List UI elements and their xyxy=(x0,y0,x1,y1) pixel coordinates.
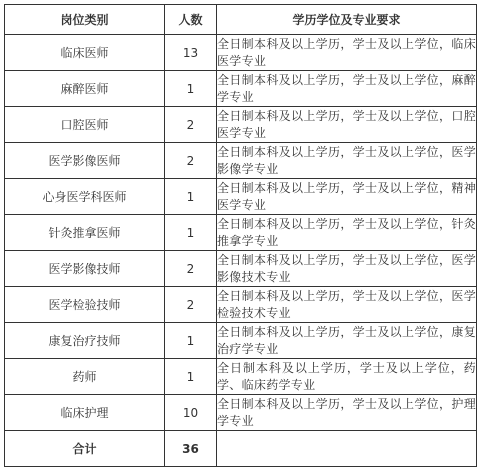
count-cell: 2 xyxy=(165,107,217,143)
requirement-cell: 全日制本科及以上学历，学士及以上学位，医学影像学专业 xyxy=(217,143,477,179)
table-row xyxy=(5,287,477,323)
post-cell: 医学影像技师 xyxy=(5,251,165,287)
post-cell: 临床医师 xyxy=(5,35,165,71)
post-cell: 药师 xyxy=(5,359,165,395)
requirement-cell: 全日制本科及以上学历，学士及以上学位，精神医学专业 xyxy=(217,179,477,215)
count-cell: 1 xyxy=(165,359,217,395)
post-cell: 康复治疗技师 xyxy=(5,323,165,359)
count-cell: 2 xyxy=(165,143,217,179)
total-empty-cell xyxy=(217,431,477,467)
post-cell: 口腔医师 xyxy=(5,107,165,143)
header-requirement: 学历学位及专业要求 xyxy=(217,5,477,35)
table-row xyxy=(5,143,477,179)
count-cell: 10 xyxy=(165,395,217,431)
count-cell: 1 xyxy=(165,215,217,251)
requirement-cell: 全日制本科及以上学历，学士及以上学位，针灸推拿学专业 xyxy=(217,215,477,251)
count-cell: 2 xyxy=(165,287,217,323)
requirement-cell: 全日制本科及以上学历，学士及以上学位，护理学专业 xyxy=(217,395,477,431)
table-row xyxy=(5,71,477,107)
table-header xyxy=(5,5,477,35)
post-cell: 心身医学科医师 xyxy=(5,179,165,215)
table-row xyxy=(5,179,477,215)
post-cell: 麻醉医师 xyxy=(5,71,165,107)
post-cell: 针灸推拿医师 xyxy=(5,215,165,251)
post-cell: 医学检验技师 xyxy=(5,287,165,323)
recruitment-table xyxy=(4,4,477,467)
total-label: 合计 xyxy=(5,431,165,467)
table-row xyxy=(5,107,477,143)
count-cell: 2 xyxy=(165,251,217,287)
requirement-cell: 全日制本科及以上学历，学士及以上学位，药学、临床药学专业 xyxy=(217,359,477,395)
header-headcount: 人数 xyxy=(165,5,217,35)
table-row xyxy=(5,35,477,71)
requirement-cell: 全日制本科及以上学历，学士及以上学位，康复治疗学专业 xyxy=(217,323,477,359)
count-cell: 13 xyxy=(165,35,217,71)
count-cell: 1 xyxy=(165,323,217,359)
table-row xyxy=(5,251,477,287)
header-row xyxy=(5,5,477,35)
requirement-cell: 全日制本科及以上学历，学士及以上学位，医学影像技术专业 xyxy=(217,251,477,287)
header-post-category: 岗位类别 xyxy=(5,5,165,35)
post-cell: 临床护理 xyxy=(5,395,165,431)
requirement-cell: 全日制本科及以上学历，学士及以上学位，医学检验技术专业 xyxy=(217,287,477,323)
total-row xyxy=(5,431,477,467)
table-row xyxy=(5,395,477,431)
requirement-cell: 全日制本科及以上学历，学士及以上学位，麻醉学专业 xyxy=(217,71,477,107)
count-cell: 1 xyxy=(165,179,217,215)
table-body xyxy=(5,35,477,467)
count-cell: 1 xyxy=(165,71,217,107)
requirement-cell: 全日制本科及以上学历，学士及以上学位，临床医学专业 xyxy=(217,35,477,71)
requirement-cell: 全日制本科及以上学历，学士及以上学位，口腔医学专业 xyxy=(217,107,477,143)
table-row xyxy=(5,215,477,251)
total-count: 36 xyxy=(165,431,217,467)
table-row xyxy=(5,323,477,359)
post-cell: 医学影像医师 xyxy=(5,143,165,179)
table-row xyxy=(5,359,477,395)
